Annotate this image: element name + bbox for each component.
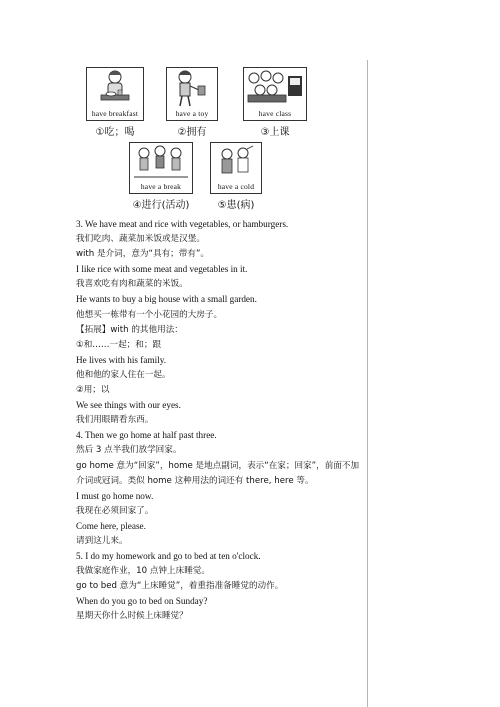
translation: 我们吃肉、蔬菜加米饭或是汉堡。 [76, 234, 205, 245]
example-heading: 5. I do my homework and go to bed at ten o'clock. [76, 551, 261, 562]
picture-caption: ④进行(活动) [132, 200, 190, 211]
translation: 他想买一栋带有一个小花园的大房子。 [76, 309, 223, 320]
toy-drawing [167, 68, 217, 108]
example-heading: 3. We have meat and rice with vegetables, or hamburgers. [76, 219, 289, 229]
example-sentence: When do you go to bed on Sunday? [76, 596, 208, 607]
explanation: 介词或冠词。类似 home 这种用法的词还有 there, here 等。 [76, 475, 314, 486]
translation: 他和他的家人住在一起。 [76, 369, 171, 380]
picture-row-2 [125, 142, 267, 211]
picture-card-toy [152, 67, 232, 138]
picture-row-1 [80, 67, 320, 138]
margin-divider [367, 60, 368, 707]
picture-label: have breakfast [91, 109, 139, 118]
cold-drawing [211, 143, 261, 181]
translation: 然后 3 点半我们放学回家。 [76, 445, 182, 456]
usage-point: ①和……一起；和；跟 [76, 339, 162, 350]
picture-label: have class [258, 109, 292, 118]
example-sentence: He wants to buy a big house with a small garden. [76, 294, 257, 305]
picture-caption: ③上课 [260, 127, 290, 138]
example-sentence: I like rice with some meat and vegetables in it. [76, 264, 248, 275]
example-sentence: I must go home now. [76, 490, 154, 501]
explanation: go home 意为“回家”，home 是地点副词，表示“在家；回家”，前面不加 [76, 460, 360, 471]
picture-caption: ①吃；喝 [95, 127, 135, 138]
break-drawing [130, 143, 192, 181]
picture-card-break [125, 142, 197, 211]
translation: 星期天你什么时候上床睡觉？ [76, 611, 188, 622]
break-illustration [129, 142, 193, 194]
class-illustration [243, 67, 307, 121]
cold-illustration [210, 142, 262, 194]
usage-point: ②用；以 [76, 385, 110, 396]
picture-label: have a toy [175, 109, 209, 118]
notes-body [76, 217, 366, 625]
picture-card-cold [205, 142, 267, 211]
class-drawing [244, 68, 306, 108]
picture-card-breakfast [80, 67, 150, 138]
example-heading: 4. Then we go home at half past three. [76, 430, 217, 441]
translation: 我喜欢吃有肉和蔬菜的米饭。 [76, 279, 188, 290]
picture-caption: ⑤患(病) [217, 200, 255, 211]
breakfast-illustration [86, 67, 144, 121]
translation: 我们用眼睛看东西。 [76, 415, 154, 426]
example-sentence: Come here, please. [76, 520, 146, 531]
picture-label: have a break [140, 182, 182, 191]
translation: 我现在必须回家了。 [76, 505, 154, 516]
toy-illustration [166, 67, 218, 121]
picture-caption: ②拥有 [177, 127, 207, 138]
extension-heading: 【拓展】with 的其他用法： [76, 324, 183, 335]
breakfast-drawing [87, 68, 143, 108]
example-sentence: He lives with his family. [76, 354, 166, 365]
translation: 请到这儿来。 [76, 535, 128, 546]
picture-card-class [230, 67, 320, 138]
translation: 我做家庭作业，10 点钟上床睡觉。 [76, 566, 210, 577]
explanation: with 是介词，意为“具有；带有”。 [76, 249, 209, 260]
picture-label: have a cold [217, 182, 255, 191]
example-sentence: We see things with our eyes. [76, 400, 181, 411]
explanation: go to bed 意为“上床睡觉”，着重指准备睡觉的动作。 [76, 581, 284, 592]
